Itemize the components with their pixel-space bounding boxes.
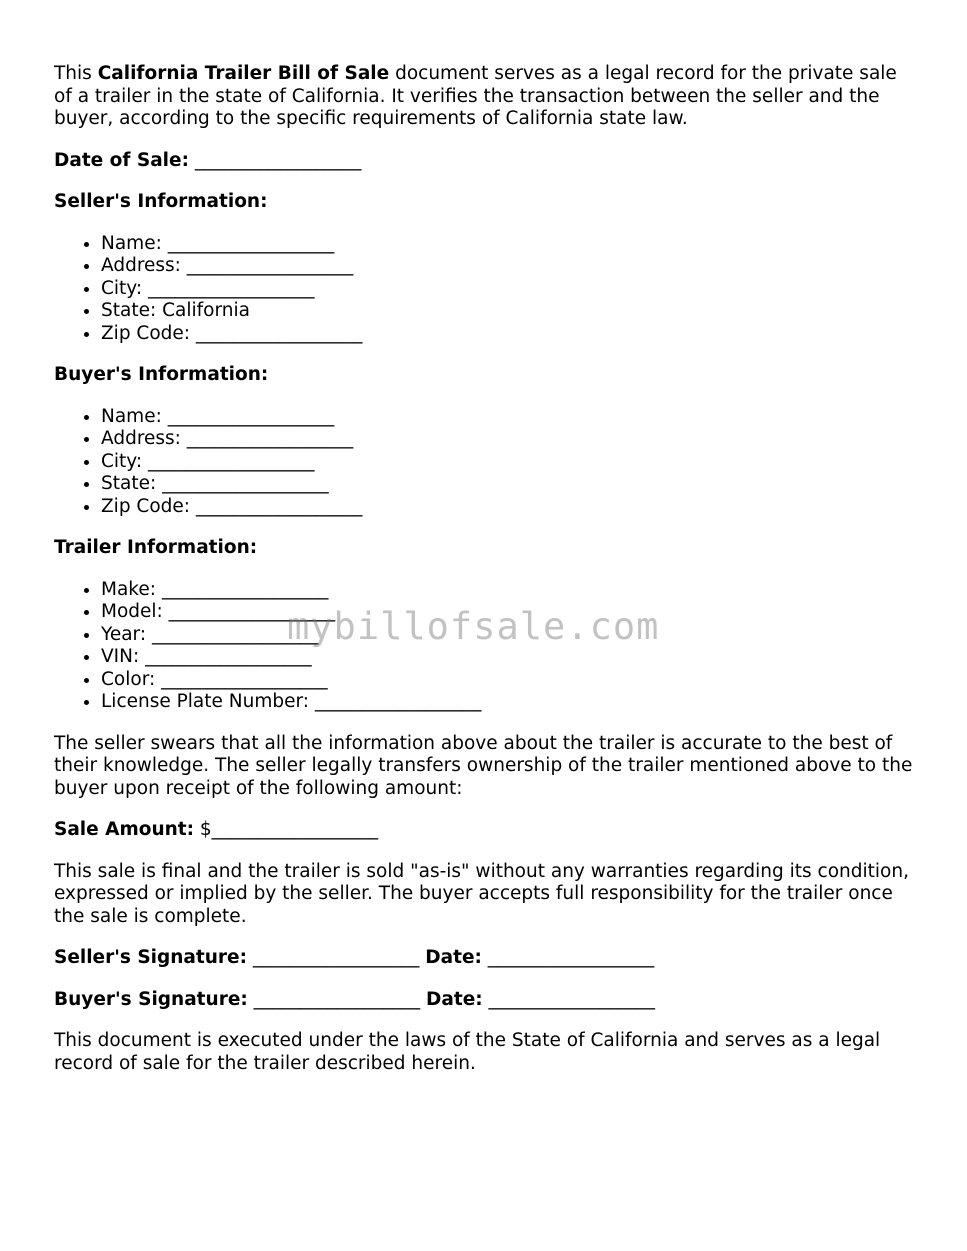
- document-title: California Trailer Bill of Sale: [97, 63, 390, 84]
- seller-date-label: Date:: [425, 947, 482, 968]
- trailer-fields-list: [54, 579, 916, 714]
- trailer-model-field: • Model: __________________: [101, 601, 916, 624]
- seller-city-field: • City: __________________: [101, 278, 916, 301]
- seller-address-field: • Address: __________________: [101, 255, 916, 278]
- buyer-name-field: • Name: __________________: [101, 406, 916, 429]
- document-body: [54, 63, 916, 1094]
- date-of-sale-line: [54, 150, 916, 173]
- trailer-color-field: • Color: __________________: [101, 669, 916, 692]
- trailer-heading: Trailer Information:: [54, 537, 258, 558]
- intro-paragraph: [54, 63, 916, 131]
- trailer-license-plate-field: • License Plate Number: __________________: [101, 691, 916, 714]
- buyer-heading: Buyer's Information:: [54, 364, 269, 385]
- watermark: mybillofsale.com: [287, 605, 660, 648]
- seller-zip-field: • Zip Code: __________________: [101, 323, 916, 346]
- seller-signature-label: Seller's Signature:: [54, 947, 247, 968]
- as-is-statement: This sale is final and the trailer is sold "as-is" without any warranties regarding its condition, expressed or implied by the seller. The buyer accepts full responsibility for the trailer once the sale is complete.: [54, 860, 909, 927]
- buyer-signature-line: [54, 989, 916, 1012]
- buyer-state-field: • State: __________________: [101, 473, 916, 496]
- sale-amount-label: Sale Amount:: [54, 819, 195, 840]
- intro-prefix: This: [54, 63, 98, 84]
- sworn-statement: The seller swears that all the information above about the trailer is accurate to the best of their knowledge. The seller legally transfers ownership of the trailer mentioned above to the buyer upon receipt of the following amount:: [54, 732, 913, 799]
- date-of-sale-label: Date of Sale:: [54, 149, 189, 171]
- seller-signature-line: [54, 947, 916, 970]
- sale-amount-line: [54, 819, 916, 842]
- trailer-year-field: • Year: __________________: [101, 624, 916, 647]
- buyer-signature-label: Buyer's Signature:: [54, 988, 248, 1010]
- intro-suffix: document serves as a legal record for the private sale of a trailer in the state of California. It verifies the transaction between the seller and the buyer, according to the specific requirements of California state law.: [54, 63, 897, 129]
- date-of-sale-blank: __________________: [188, 149, 362, 171]
- buyer-city-field: • City: __________________: [101, 451, 916, 474]
- trailer-make-field: • Make: __________________: [101, 579, 916, 602]
- buyer-fields-list: [54, 406, 916, 519]
- buyer-date-label: Date:: [426, 988, 483, 1010]
- seller-date-blank: __________________: [481, 947, 655, 968]
- sale-amount-blank: $__________________: [194, 819, 379, 840]
- seller-signature-blank: __________________: [247, 947, 426, 968]
- trailer-vin-field: • VIN: __________________: [101, 646, 916, 669]
- seller-fields-list: [54, 233, 916, 346]
- seller-heading: Seller's Information:: [54, 191, 268, 212]
- buyer-zip-field: • Zip Code: __________________: [101, 496, 916, 519]
- buyer-address-field: • Address: __________________: [101, 428, 916, 451]
- closing-statement: This document is executed under the laws of the State of California and serves as a legal record of sale for the trailer described herein.: [54, 1030, 881, 1074]
- buyer-date-blank: __________________: [482, 988, 656, 1010]
- buyer-signature-blank: __________________: [247, 988, 427, 1010]
- seller-state-field: • State: California: [101, 300, 916, 323]
- seller-name-field: • Name: __________________: [101, 233, 916, 256]
